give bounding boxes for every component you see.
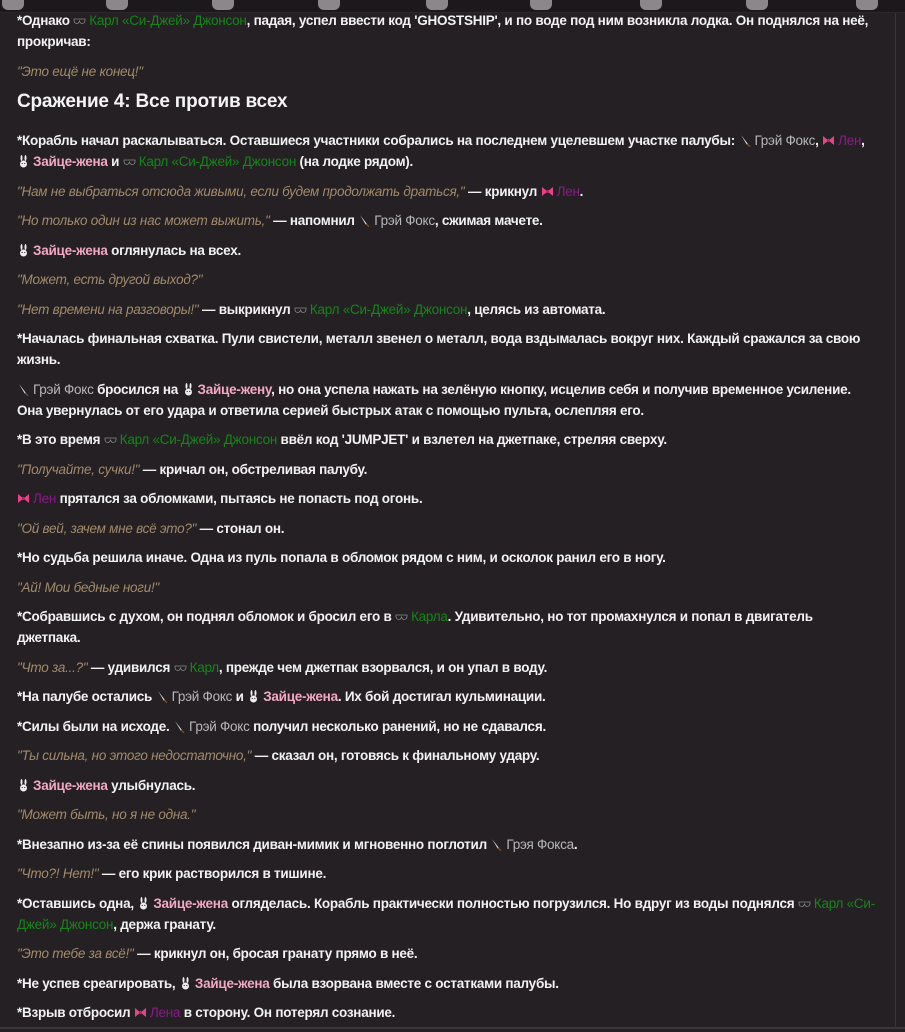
narration-text: ввёл код 'JUMPJET' и взлетел на джетпаке, стреляя сверху. <box>277 432 667 447</box>
story-paragraph <box>17 181 879 202</box>
monitor-icon[interactable] <box>530 0 552 10</box>
character-name-zaitse: Зайце-жена <box>153 895 228 911</box>
narration-text: , <box>861 133 865 148</box>
narration-text: *Началась финальная схватка. Пули свистели, металл звенел о металл, вода вздымалась вокруг них. Каждый сражался за свою жизнь. <box>17 331 861 367</box>
quote-text: "Ой вей, зачем мне всё это?" <box>17 520 197 536</box>
story-paragraph <box>17 328 879 370</box>
character-name-len: Лена <box>149 1005 181 1020</box>
story-paragraph <box>17 429 879 450</box>
narration-text: Сражение 4: Все против всех <box>17 91 288 112</box>
gamepad-icon[interactable] <box>640 0 662 10</box>
story-paragraph <box>17 1002 879 1023</box>
knife-icon <box>490 836 503 849</box>
story-paragraph <box>17 863 879 884</box>
narration-text: — крикнул <box>464 183 541 199</box>
character-name-karl: Карл «Си-Джей» Джонсон <box>89 13 247 28</box>
toolbar <box>0 0 905 13</box>
quote-text: "Что за...?" <box>17 659 88 675</box>
character-name-fox: Грэя Фокса <box>506 836 574 852</box>
narration-text: , прежде чем джетпак взорвался, и он упал в воду. <box>218 659 548 675</box>
narration-text: , сжимая мачете. <box>434 213 543 228</box>
story-paragraph <box>17 518 879 539</box>
character-name-karl: Карл «Си-Джей» Джонсон <box>17 895 875 932</box>
narration-text: улыбнулась. <box>107 777 196 793</box>
character-name-karl: Карл «Си-Джей» Джонсон <box>119 432 278 447</box>
wrench-icon[interactable] <box>2 0 24 10</box>
narration-text: *На палубе остались <box>17 689 156 704</box>
narration-text: *Но судьба решила иначе. Одна из пуль попала в обломок рядом с ним, и осколок ранил его в ногу. <box>17 550 666 565</box>
story-paragraph <box>17 745 879 766</box>
quote-text: "Ты сильна, но этого недостаточно," <box>17 748 252 763</box>
character-name-fox: Грэй Фокс <box>189 718 250 734</box>
quote-text: "Нам не выбраться отсюда живыми, если будем продолжать драться," <box>17 183 465 199</box>
sunglasses-icon <box>798 895 811 908</box>
story-paragraph <box>17 834 879 855</box>
narration-text: , но она успела нажать на зелёную кнопку, исцелив себя и получив временное усиление. Она увернулась от его удара и ответила серией быстрых атак с помощью пульта, ослепляя его. <box>17 381 851 418</box>
quote-text: "Может быть, но я не одна." <box>17 807 196 822</box>
quote-text: "Это ещё не конец!" <box>17 63 143 79</box>
narration-text: *Силы были на исходе. <box>17 718 174 734</box>
bow-icon <box>134 1004 147 1017</box>
character-name-karl: Карл «Си-Джей» Джонсон <box>309 301 468 317</box>
story-paragraph <box>17 686 879 707</box>
character-name-len: Лен <box>33 491 57 506</box>
character-name-len: Лен <box>556 183 580 199</box>
character-name-fox: Грэй Фокс <box>33 381 94 397</box>
rabbit-icon <box>17 242 30 255</box>
lock-icon[interactable] <box>856 0 878 10</box>
quote-text: "Получайте, сучки!" <box>17 461 140 477</box>
emoji-icon[interactable] <box>746 0 768 10</box>
narration-text: — сказал он, готовясь к финальному удару. <box>251 748 540 763</box>
narration-text: прятался за обломками, пытаясь не попасть под огонь. <box>56 491 423 506</box>
character-name-fox: Грэй Фокс <box>374 213 435 228</box>
story-paragraph <box>17 943 879 964</box>
story-paragraph <box>17 488 879 509</box>
story-paragraph <box>17 577 879 598</box>
character-name-karl: Карл «Си-Джей» Джонсон <box>138 154 297 169</box>
narration-text: — удивился <box>87 659 174 675</box>
narration-text: *Собравшись с духом, он поднял обломок и бросил его в <box>17 609 396 624</box>
story-paragraph <box>17 269 879 290</box>
story-paragraph <box>17 130 879 172</box>
narration-text: *В это время <box>17 432 104 447</box>
character-name-fox: Грэй Фокс <box>754 133 816 148</box>
character-name-zaitse: Зайце-жена <box>33 777 108 793</box>
character-name-fox: Грэй Фокс <box>171 689 233 704</box>
story-paragraph <box>17 61 879 82</box>
quote-text: "Ай! Мои бедные ноги!" <box>17 579 159 595</box>
narration-text: — напомнил <box>269 213 359 228</box>
bow-icon <box>541 183 554 196</box>
quote-text: "Это тебе за всё!" <box>17 946 134 961</box>
knife-icon <box>156 688 169 701</box>
character-name-zaitse: Зайце-жена <box>263 689 338 704</box>
character-name-zaitse: Зайце-жена <box>33 242 108 258</box>
rabbit-icon <box>182 381 195 394</box>
rabbit-icon <box>17 777 30 790</box>
narration-text: . Удивительно, но тот промахнулся и попал в двигатель джетпака. <box>17 609 813 645</box>
narration-text: — выкрикнул <box>198 301 294 317</box>
narration-text: *Корабль начал раскалываться. Оставшиеся участники собрались на последнем уцелевшем участке палубы: <box>17 133 739 148</box>
narration-text: и <box>232 689 248 704</box>
quote-text: "Нет времени на разговоры!" <box>17 301 199 317</box>
narration-text: — стонал он. <box>196 520 285 536</box>
story-paragraph <box>17 547 879 568</box>
sunglasses-icon <box>395 608 408 621</box>
character-name-zaitse: Зайце-жена <box>33 154 108 169</box>
story-paragraph <box>17 804 879 825</box>
character-name-karl: Карла <box>411 609 448 624</box>
story-paragraph <box>17 973 879 994</box>
narration-text: оглянулась на всех. <box>107 242 241 258</box>
narration-text: *Внезапно из-за её спины появился диван-мимик и мгновенно поглотил <box>17 836 491 852</box>
story-paragraph <box>17 210 879 231</box>
knife-icon <box>173 718 186 731</box>
story-paragraph <box>17 775 879 796</box>
character-name-karl: Карл <box>189 659 219 675</box>
chat-message-content <box>17 10 879 1032</box>
narration-text: бросился на <box>93 381 182 397</box>
narration-text: получил несколько ранений, но не сдавался. <box>249 718 546 734</box>
rabbit-icon <box>179 975 192 988</box>
narration-text: . <box>579 183 584 199</box>
rabbit-icon <box>17 153 30 166</box>
narration-text: . Их бой достигал кульминации. <box>337 689 546 704</box>
knife-icon <box>739 132 752 145</box>
quote-text: "Может, есть другой выход?" <box>17 272 203 287</box>
knife-icon <box>17 381 30 394</box>
section-heading <box>17 90 879 114</box>
narration-text: , падая, успел ввести код 'GHOSTSHIP', и по воде под ним возникла лодка. Он поднялся на неё, прокричав: <box>17 13 869 49</box>
narration-text: — его крик растворился в тишине. <box>98 866 327 881</box>
narration-text: , <box>815 133 823 148</box>
story-paragraph <box>17 716 879 737</box>
text-icon[interactable] <box>212 0 234 10</box>
narration-text: — крикнул он, бросая гранату прямо в неё. <box>133 946 418 961</box>
character-name-len: Лен <box>838 133 862 148</box>
rabbit-icon <box>137 895 150 908</box>
narration-text: была взорвана вместе с остатками палубы. <box>269 975 559 991</box>
bow-icon <box>822 132 835 145</box>
narration-text: . <box>573 836 578 852</box>
quote-text: "Что?! Нет!" <box>17 866 99 881</box>
character-name-zaitse: Зайце-жена <box>194 975 270 991</box>
narration-text: и <box>107 154 123 169</box>
quote-text: "Но только один из нас может выжить," <box>17 213 270 228</box>
story-paragraph <box>17 657 879 678</box>
printer-icon[interactable] <box>318 0 340 10</box>
narration-text: *Не успев среагировать, <box>17 975 179 991</box>
knife-icon <box>358 212 371 225</box>
sunglasses-icon <box>174 659 187 672</box>
story-paragraph <box>17 606 879 648</box>
scrollbar-track[interactable] <box>895 12 896 1029</box>
sunglasses-icon <box>294 301 307 314</box>
sunglasses-icon <box>123 153 136 166</box>
narration-text: (на лодке рядом). <box>296 154 414 169</box>
story-paragraph <box>17 459 879 480</box>
story-paragraph <box>17 299 879 320</box>
story-paragraph <box>17 379 879 421</box>
narration-text: — кричал он, обстреливая палубу. <box>139 461 368 477</box>
pin-icon[interactable] <box>106 0 128 10</box>
narration-text: *Оставшись одна, <box>17 895 138 911</box>
settings-icon[interactable] <box>426 0 448 10</box>
narration-text: , держа гранату. <box>113 916 216 932</box>
story-paragraph <box>17 10 879 52</box>
character-name-zaitse: Зайце-жену <box>197 381 272 397</box>
sunglasses-icon <box>73 12 86 25</box>
narration-text: *Взрыв отбросил <box>17 1005 134 1020</box>
narration-text: , целясь из автомата. <box>467 301 606 317</box>
narration-text: *Однако <box>17 13 74 28</box>
sunglasses-icon <box>104 431 117 444</box>
narration-text: в сторону. Он потерял сознание. <box>180 1005 396 1020</box>
story-paragraph <box>17 240 879 261</box>
narration-text: огляделась. Корабль практически полностью погрузился. Но вдруг из воды поднялся <box>227 895 798 911</box>
story-paragraph <box>17 893 879 935</box>
bow-icon <box>17 490 30 503</box>
rabbit-icon <box>247 688 260 701</box>
